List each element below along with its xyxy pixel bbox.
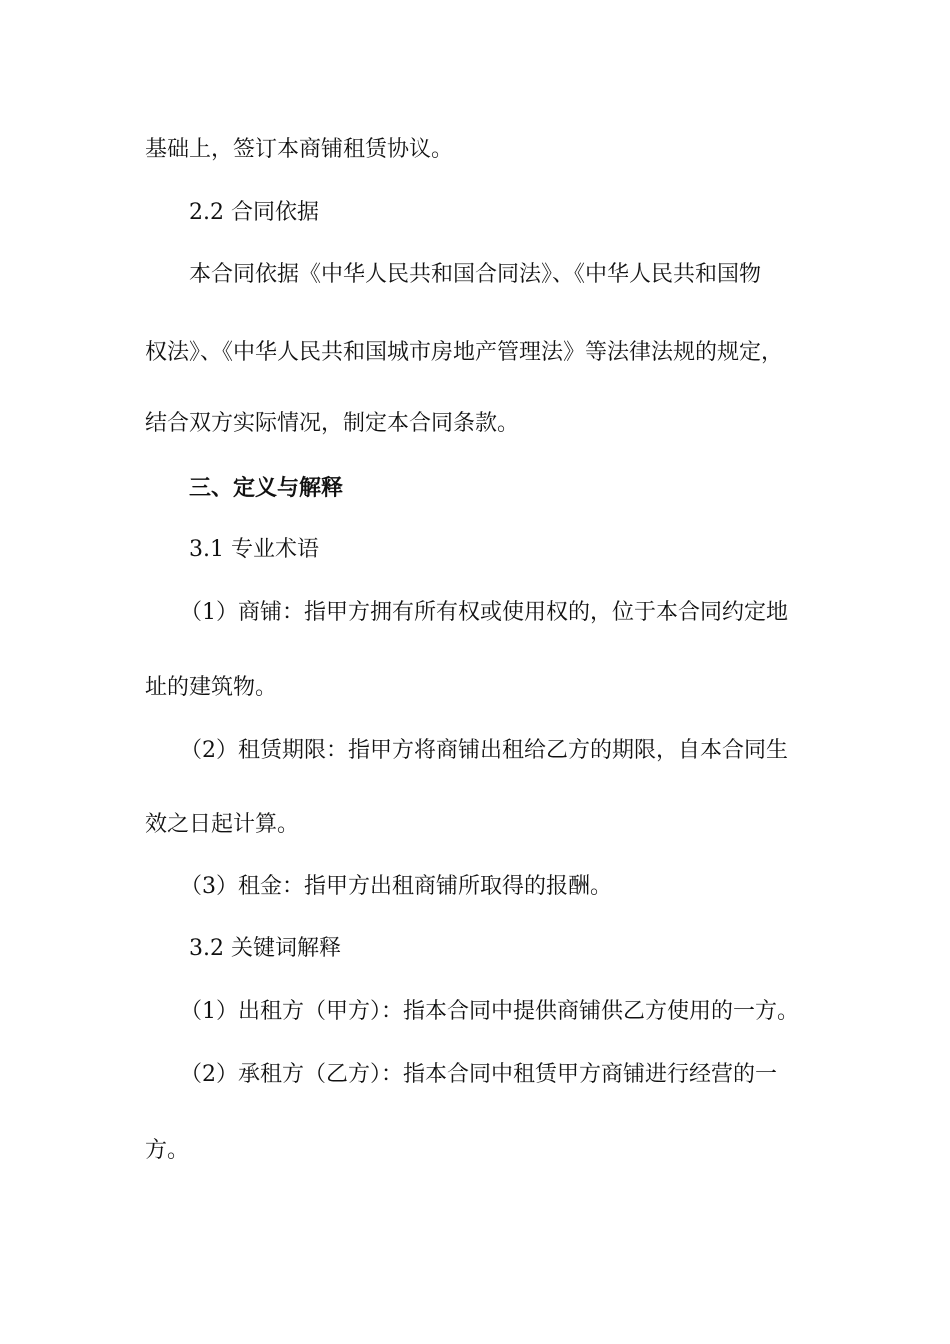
paragraph-line: 方。 (145, 1138, 190, 1163)
definition-item: （3）租金：指甲方出租商铺所取得的报酬。 (180, 874, 612, 899)
definition-item: （1）商铺：指甲方拥有所有权或使用权的，位于本合同约定地 (180, 600, 788, 625)
paragraph-line: 权法》、《中华人民共和国城市房地产管理法》等法律法规的规定， (145, 340, 784, 365)
definition-item: （1）出租方（甲方）：指本合同中提供商铺供乙方使用的一方。 (180, 999, 799, 1024)
definition-item: （2）租赁期限：指甲方将商铺出租给乙方的期限，自本合同生 (180, 738, 788, 763)
section-heading: 三、定义与解释 (189, 475, 344, 501)
subsection-heading: 3.1 专业术语 (189, 537, 319, 562)
paragraph-line: 结合双方实际情况，制定本合同条款。 (145, 411, 520, 436)
paragraph-line: 本合同依据《中华人民共和国合同法》、《中华人民共和国物 (189, 262, 762, 287)
subsection-heading: 3.2 关键词解释 (189, 936, 341, 961)
subsection-heading: 2.2 合同依据 (189, 200, 319, 225)
paragraph-line: 基础上，签订本商铺租赁协议。 (145, 137, 454, 162)
paragraph-line: 效之日起计算。 (145, 812, 300, 837)
paragraph-line: 址的建筑物。 (145, 675, 278, 700)
definition-item: （2）承租方（乙方）：指本合同中租赁甲方商铺进行经营的一 (180, 1062, 777, 1087)
